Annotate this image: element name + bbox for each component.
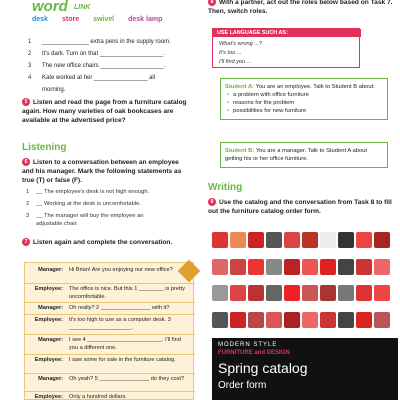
furniture-photo — [338, 259, 354, 275]
divider — [25, 391, 195, 392]
exercise-item: 3 The new office chairs ___________________. — [28, 63, 166, 69]
exercise-item: 1 ______________ extra pens in the supply room. — [28, 39, 171, 45]
furniture-photo — [374, 232, 390, 248]
furniture-photo — [374, 312, 390, 328]
task-8-number: 8 — [208, 0, 216, 6]
use-language-heading: USE LANGUAGE SUCH AS: — [213, 29, 361, 37]
furniture-photo-grid — [212, 232, 398, 336]
furniture-photo — [266, 232, 282, 248]
furniture-photo — [356, 259, 372, 275]
furniture-photo — [212, 259, 228, 275]
furniture-photo — [356, 232, 372, 248]
task-8 — [208, 0, 398, 16]
furniture-photo — [338, 232, 354, 248]
furniture-photo — [302, 312, 318, 328]
dialogue-card — [24, 262, 194, 400]
task-6-text: Listen to a conversation between an employee and his manager. Mark the following statements as true (T) or false (F). — [22, 159, 182, 184]
wordlink-box — [12, 0, 197, 36]
task-8-text: With a partner, act out the roles below based on Task 7. Then, switch roles. — [208, 0, 393, 15]
tf-item: 3 __ The manager will buy the employee an — [26, 213, 144, 219]
language-item: What's wrong ...? — [219, 41, 263, 47]
furniture-photo — [284, 259, 300, 275]
writing-heading: Writing — [208, 182, 243, 193]
catalog-title: Spring catalog — [218, 360, 308, 376]
catalog-subtitle: Order form — [218, 380, 267, 391]
exercise-item: morning. — [42, 87, 66, 93]
furniture-photo — [230, 232, 246, 248]
task-6 — [22, 158, 192, 185]
task-5 — [22, 98, 192, 125]
language-item: I'll find you ... — [219, 59, 252, 65]
furniture-photo — [230, 312, 246, 328]
furniture-photo — [284, 232, 300, 248]
wordlink-words — [32, 16, 176, 23]
exercise-item: 2 It's dark. Turn on that ___________________. — [28, 51, 165, 57]
dialogue-row: Employee: The office is nice. But this 1 ________ is pretty uncomfortable. — [34, 286, 185, 300]
furniture-photo — [320, 285, 336, 301]
dialogue-row: Manager: Oh yeah? 5 ________________ do they cost? — [38, 376, 185, 382]
task-5-text: Listen and read the page from a furniture catalog again. How many varieties of oak bookcases are available at the advertised price? — [22, 99, 187, 124]
use-language-box — [212, 28, 360, 68]
language-item: It's too ... — [219, 50, 242, 56]
divider — [25, 334, 195, 335]
dialogue-row: Employee: Only a hundred dollars. — [34, 394, 127, 400]
student-b-card: Student B: You are a manager. Talk to Student A about getting his or her office furniture. — [220, 142, 388, 168]
list-item: • a problem with office furniture — [225, 91, 383, 99]
furniture-photo — [266, 285, 282, 301]
listening-heading: Listening — [22, 142, 67, 153]
task-7-number: 7 — [22, 238, 30, 246]
furniture-photo — [266, 259, 282, 275]
task-9-number: 9 — [208, 198, 216, 206]
furniture-photo — [284, 285, 300, 301]
right-column — [204, 0, 400, 400]
furniture-photo — [212, 312, 228, 328]
furniture-photo — [302, 259, 318, 275]
list-item: • possibilities for new furniture — [225, 107, 383, 115]
furniture-photo — [230, 285, 246, 301]
furniture-photo — [338, 285, 354, 301]
tf-item: 2 __ Working at the desk is uncomfortable. — [26, 201, 141, 207]
furniture-photo — [374, 259, 390, 275]
dialogue-row: Employee: It's too high to use as a computer desk. 3 ____________________. — [34, 317, 171, 331]
dialogue-row: Manager: Hi Brian! Are you enjoying our new office? — [38, 267, 173, 273]
furniture-photo — [338, 312, 354, 328]
word-desk: desk — [32, 16, 48, 23]
tf-item: 1 __ The employee's desk is not high enough. — [26, 189, 150, 195]
catalog-line1: MODERN STYLE — [218, 342, 278, 348]
wordlink-logo-small: LINK — [74, 3, 91, 11]
dialogue-row: Manager: I see 4 ________________________. I'll find you a different one. — [38, 337, 181, 351]
furniture-photo — [374, 285, 390, 301]
furniture-photo — [302, 232, 318, 248]
task-9-text: Use the catalog and the conversation from Task 8 to fill out the furniture catalog order form. — [208, 199, 392, 215]
student-a-card — [220, 78, 388, 120]
word-swivel: swivel — [93, 16, 115, 23]
divider — [25, 314, 195, 315]
exercise-list — [28, 36, 198, 96]
furniture-photo — [356, 285, 372, 301]
word-store: store — [61, 16, 80, 23]
furniture-photo — [212, 285, 228, 301]
furniture-photo — [302, 285, 318, 301]
wordlink-logo — [32, 0, 92, 15]
furniture-photo — [320, 312, 336, 328]
student-a-intro: Student A: You are an employee. Talk to Student B about: — [225, 84, 375, 90]
furniture-photo — [230, 259, 246, 275]
divider — [25, 354, 195, 355]
catalog-cover — [212, 338, 398, 400]
furniture-photo — [320, 259, 336, 275]
furniture-photo — [356, 312, 372, 328]
divider — [25, 283, 195, 284]
furniture-photo — [248, 312, 264, 328]
task-5-number: 5 — [22, 98, 30, 106]
furniture-photo — [248, 285, 264, 301]
task-6-number: 6 — [22, 158, 30, 166]
list-item: • reasons for the problem — [225, 99, 383, 107]
furniture-photo — [266, 312, 282, 328]
task-9 — [208, 198, 398, 216]
divider — [25, 373, 195, 374]
furniture-photo — [320, 232, 336, 248]
task-7 — [22, 238, 192, 247]
furniture-photo — [284, 312, 300, 328]
furniture-photo — [248, 232, 264, 248]
dialogue-row: Manager: Oh really? 2 ________________ with it? — [38, 305, 170, 311]
exercise-item: 4 Kate worked at her ________________ all — [28, 75, 156, 81]
divider — [25, 302, 195, 303]
furniture-photo — [248, 259, 264, 275]
tf-item: adjustable chair. — [36, 221, 78, 227]
catalog-line2: FURNITURE and DESIGN — [218, 350, 290, 356]
task-7-text: Listen again and complete the conversation. — [33, 239, 173, 246]
word-desk-lamp: desk lamp — [128, 16, 163, 23]
dialogue-row: Employee: I saw some for sale in the furniture catalog. — [34, 357, 176, 363]
wordlink-logo-text: word — [32, 0, 68, 15]
furniture-photo — [212, 232, 228, 248]
